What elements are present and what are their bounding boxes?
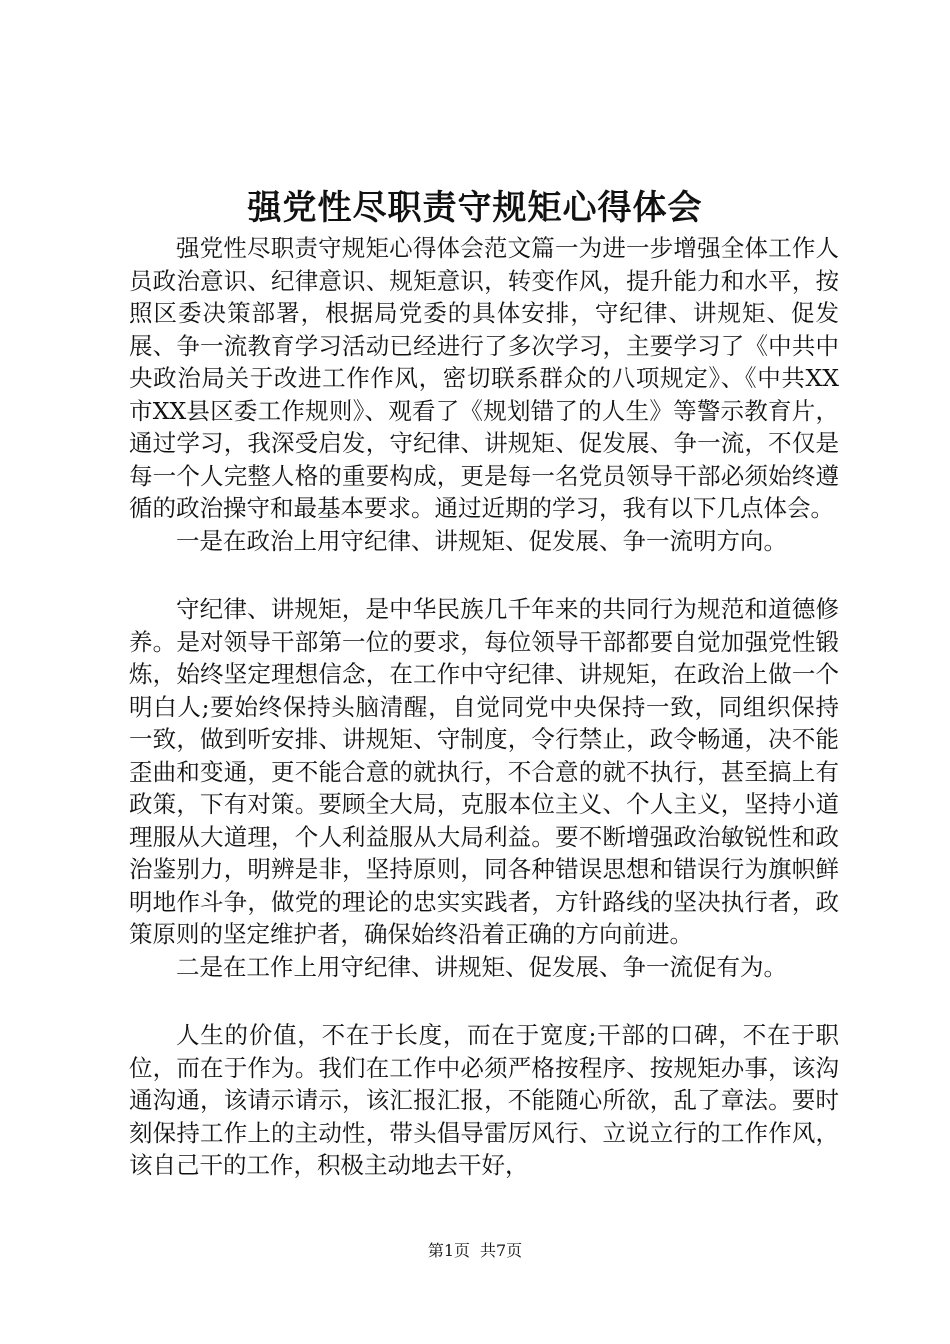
paragraph-political: 守纪律、讲规矩，是中华民族几千年来的共同行为规范和道德修养。是对领导干部第一位的要求，每位领导干部都要自觉加强党性锻炼，始终坚定理想信念，在工作中守纪律、讲规矩，在政治上做一个明白人;要始终保持头脑清醒，自觉同党中央保持一致，同组织保持一致，做到听安排、讲规矩、守制度，令行禁止，政令畅通，决不能歪曲和变通，更不能合意的就执行，不合意的就不执行，甚至搞上有政策，下有对策。要顾全大局，克服本位主义、个人主义，坚持小道理服从大道理，个人利益服从大局利益。要不断增强政治敏锐性和政治鉴别力，明辨是非，坚持原则，同各种错误思想和错误行为旗帜鲜明地作斗争，做党的理论的忠实实践者，方针路线的坚决执行者，政策原则的坚定维护者，确保始终沿着正确的方向前进。 [129,595,839,948]
document-body [129,232,839,1182]
paragraph-work: 人生的价值，不在于长度，而在于宽度;干部的口碑，不在于职位，而在于作为。我们在工作中必须严格按程序、按规矩办事，该沟通沟通，该请示请示，该汇报汇报，不能随心所欲，乱了章法。要时刻保持工作上的主动性，带头倡导雷厉风行、立说立行的工作作风，该自己干的工作，积极主动地去干好， [129,1021,839,1179]
paragraph-intro: 强党性尽职责守规矩心得体会范文篇一为进一步增强全体工作人员政治意识、纪律意识、规矩意识，转变作风，提升能力和水平，按照区委决策部署，根据局党委的具体安排，守纪律、讲规矩、促发展、争一流教育学习活动已经进行了多次学习，主要学习了《中共中央政治局关于改进工作作风，密切联系群众的八项规定》、《中共XX市XX县区委工作规则》、观看了《规划错了的人生》等警示教育片，通过学习，我深受启发，守纪律、讲规矩、促发展、争一流，不仅是每一个人完整人格的重要构成，更是每一名党员领导干部必须始终遵循的政治操守和最基本要求。通过近期的学习，我有以下几点体会。 [129,234,839,522]
section-heading-2: 二是在工作上用守纪律、讲规矩、促发展、争一流促有为。 [176,952,787,981]
page-total: 共7页 [480,1241,523,1260]
page-number: 第1页 [427,1241,470,1260]
page-footer [0,1240,950,1262]
document-title: 强党性尽职责守规矩心得体会 [247,188,703,228]
blank-line [129,983,839,1019]
blank-line [129,557,839,593]
section-heading-1: 一是在政治上用守纪律、讲规矩、促发展、争一流明方向。 [176,526,787,555]
